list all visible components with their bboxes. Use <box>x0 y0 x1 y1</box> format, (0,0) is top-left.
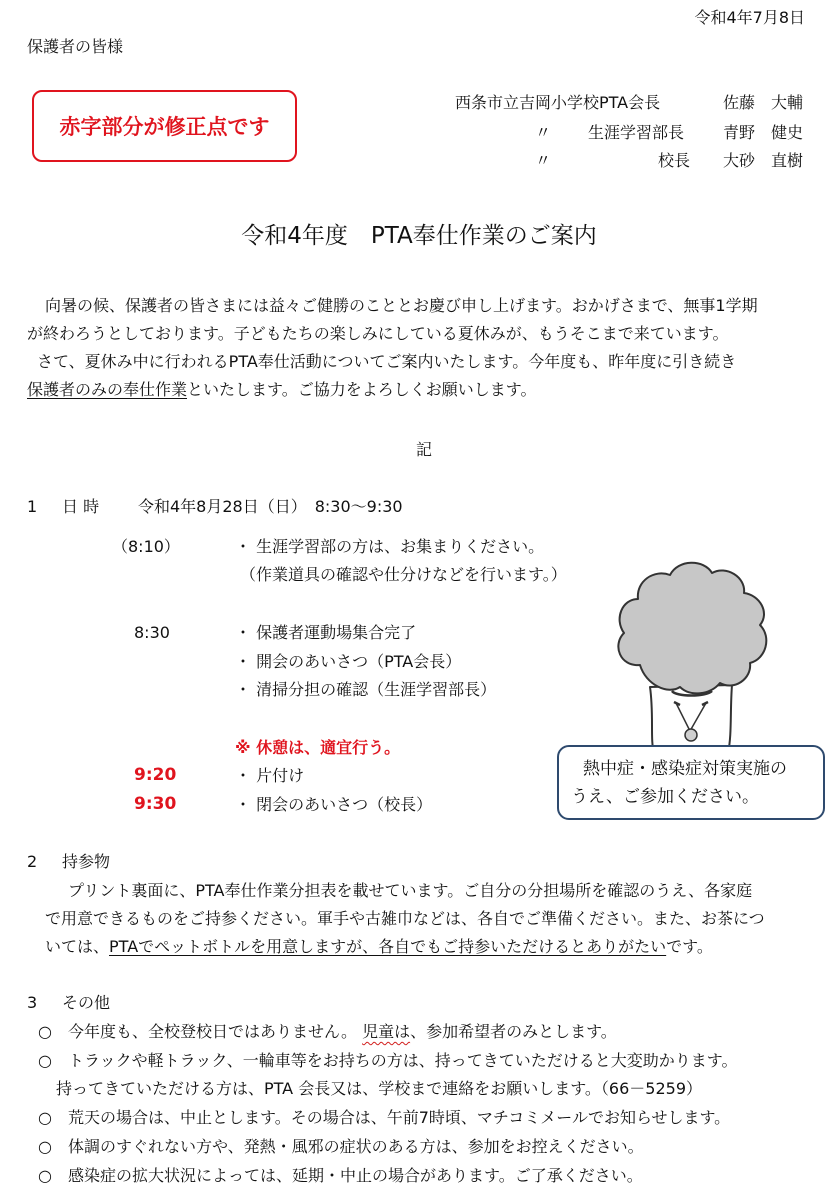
other-item-2-cont: 持ってきていただける方は、PTA 会長又は、学校まで連絡をお願いします。（66－5259） <box>56 1079 703 1098</box>
sender-2-ditto: 〃 <box>535 123 552 142</box>
section-3-number: 3 <box>27 993 38 1012</box>
sender-2-role: 生涯学習部長 <box>588 123 685 142</box>
intro-line-4-rest: といたします。ご協力をよろしくお願いします。 <box>187 380 537 399</box>
notice-bubble <box>557 745 825 820</box>
other-item-1 <box>68 1022 617 1042</box>
section-2-number: 2 <box>27 852 38 871</box>
schedule-item-closing: ・ 閉会のあいさつ（校長） <box>235 795 433 814</box>
schedule-time-810: （8:10） <box>112 537 180 556</box>
schedule-time-920: 9:20 <box>134 765 177 785</box>
section-1-number: 1 <box>27 497 38 516</box>
correction-notice: 赤字部分が修正点です <box>59 115 270 139</box>
sender-1-org: 西条市立吉岡小学校PTA会長 <box>455 93 661 112</box>
other-item-1-b: 児童は <box>362 1022 411 1041</box>
bullet-2: ○ <box>38 1051 52 1070</box>
section-1-datetime: 令和4年8月28日（日） 8:30～9:30 <box>138 497 403 516</box>
schedule-item-assemble: ・ 保護者運動場集合完了 <box>235 623 417 642</box>
addressee: 保護者の皆様 <box>27 37 124 56</box>
schedule-time-930: 9:30 <box>134 794 177 814</box>
section-2-line-3-pre: いては、 <box>45 937 110 956</box>
other-item-5: 感染症の拡大状況によっては、延期・中止の場合があります。ご了承ください。 <box>68 1166 643 1185</box>
schedule-time-830: 8:30 <box>134 623 170 642</box>
schedule-item-gather: ・ 生涯学習部の方は、お集まりください。 <box>235 537 545 556</box>
intro-line-3: さて、夏休み中に行われるPTA奉仕活動についてご案内いたします。今年度も、昨年度に引き続き <box>37 352 737 371</box>
intro-line-2: が終わろうとしております。子どもたちの楽しみにしている夏休みが、もうそこまで来ています。 <box>27 324 729 343</box>
other-item-1-c: 、参加希望者のみとします。 <box>410 1022 617 1041</box>
other-item-4: 体調のすぐれない方や、発熱・風邪の症状のある方は、参加をお控えください。 <box>68 1137 644 1156</box>
correction-notice-box <box>32 90 297 162</box>
other-item-3: 荒天の場合は、中止とします。その場合は、午前7時頃、マチコミメールでお知らせします。 <box>68 1108 731 1127</box>
other-item-2: トラックや軽トラック、一輪車等をお持ちの方は、持ってきていただけると大変助かります。 <box>68 1051 738 1070</box>
bubble-line-1: 熱中症・感染症対策実施の <box>583 759 787 779</box>
sender-3-name: 大砂 直樹 <box>723 151 804 170</box>
intro-line-1: 向暑の候、保護者の皆さまには益々ご健勝のこととお慶び申し上げます。おかげさまで、無事1学期 <box>45 296 758 315</box>
schedule-item-tools: （作業道具の確認や仕分けなどを行います。） <box>240 565 567 584</box>
broccoli-mascot-icon <box>618 563 766 753</box>
other-item-1-a: 今年度も、全校登校日ではありません。 <box>68 1022 357 1041</box>
section-2-line-1: プリント裏面に、PTA奉仕作業分担表を載せています。ご自分の分担場所を確認のうえ、各家庭 <box>68 881 753 900</box>
schedule-item-assignment: ・ 清掃分担の確認（生涯学習部長） <box>235 680 497 699</box>
rest-note: ※ 休憩は、適宜行う。 <box>235 738 401 757</box>
sender-1-name: 佐藤 大輔 <box>723 93 804 112</box>
section-3-heading: その他 <box>62 993 111 1012</box>
sender-2-name: 青野 健史 <box>723 123 804 142</box>
bullet-5: ○ <box>38 1166 52 1185</box>
bubble-line-2: うえ、ご参加ください。 <box>571 787 760 807</box>
intro-underlined: 保護者のみの奉仕作業 <box>27 380 188 399</box>
section-2-heading: 持参物 <box>62 852 111 871</box>
page-title: 令和4年度 PTA奉仕作業のご案内 <box>241 223 597 249</box>
sender-3-role: 校長 <box>658 151 691 170</box>
section-2-underlined: PTAでペットボトルを用意しますが、各自でもご持参いただけるとありがたい <box>109 937 667 956</box>
mascot-illustration <box>610 555 775 755</box>
section-1-heading: 日 時 <box>62 497 100 516</box>
bullet-1: ○ <box>38 1022 52 1041</box>
document-date: 令和4年7月8日 <box>694 8 805 27</box>
intro-line-4 <box>27 380 536 400</box>
schedule-item-opening: ・ 開会のあいさつ（PTA会長） <box>235 652 462 671</box>
sender-3-ditto: 〃 <box>535 151 552 170</box>
section-2-line-3-post: です。 <box>666 937 713 956</box>
section-2-line-2: で用意できるものをご持参ください。軍手や古雑巾などは、各自でご準備ください。また、お茶につ <box>45 909 765 928</box>
ki-mark: 記 <box>416 440 433 459</box>
schedule-item-cleanup: ・ 片付け <box>235 766 305 785</box>
section-2-line-3 <box>45 937 713 957</box>
bullet-4: ○ <box>38 1137 52 1156</box>
bullet-3: ○ <box>38 1108 52 1127</box>
